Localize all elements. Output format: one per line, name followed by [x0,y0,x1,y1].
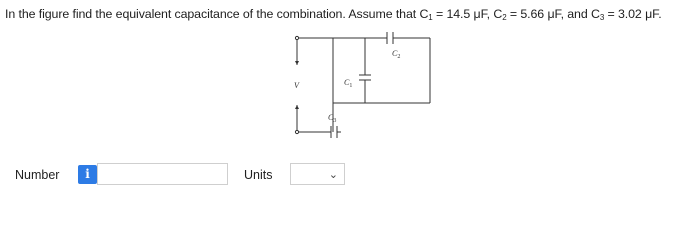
c2-label: $C_2$ [392,49,401,60]
info-icon[interactable]: i [78,165,97,184]
v-arrow-top [295,61,299,65]
c1-label: $C_1$ [344,78,353,89]
question-text: In the figure find the equivalent capacitance of the combination. Assume that $C_1 = 14.5$ μF, $C_2 = 5.66$ μF, and $C_3 = 3.02$ μF. [5,7,662,22]
chevron-down-icon: ⌄ [328,168,338,181]
units-select[interactable] [290,163,345,185]
number-input[interactable] [97,163,228,185]
c3-label: $C_3$ [328,113,337,124]
number-label: Number [15,168,60,182]
v-label: V [294,81,299,90]
v-arrow-bottom [295,105,299,109]
terminal-top [295,36,298,39]
circuit-diagram [285,30,445,142]
units-label: Units [244,168,273,182]
terminal-bottom [295,130,298,133]
